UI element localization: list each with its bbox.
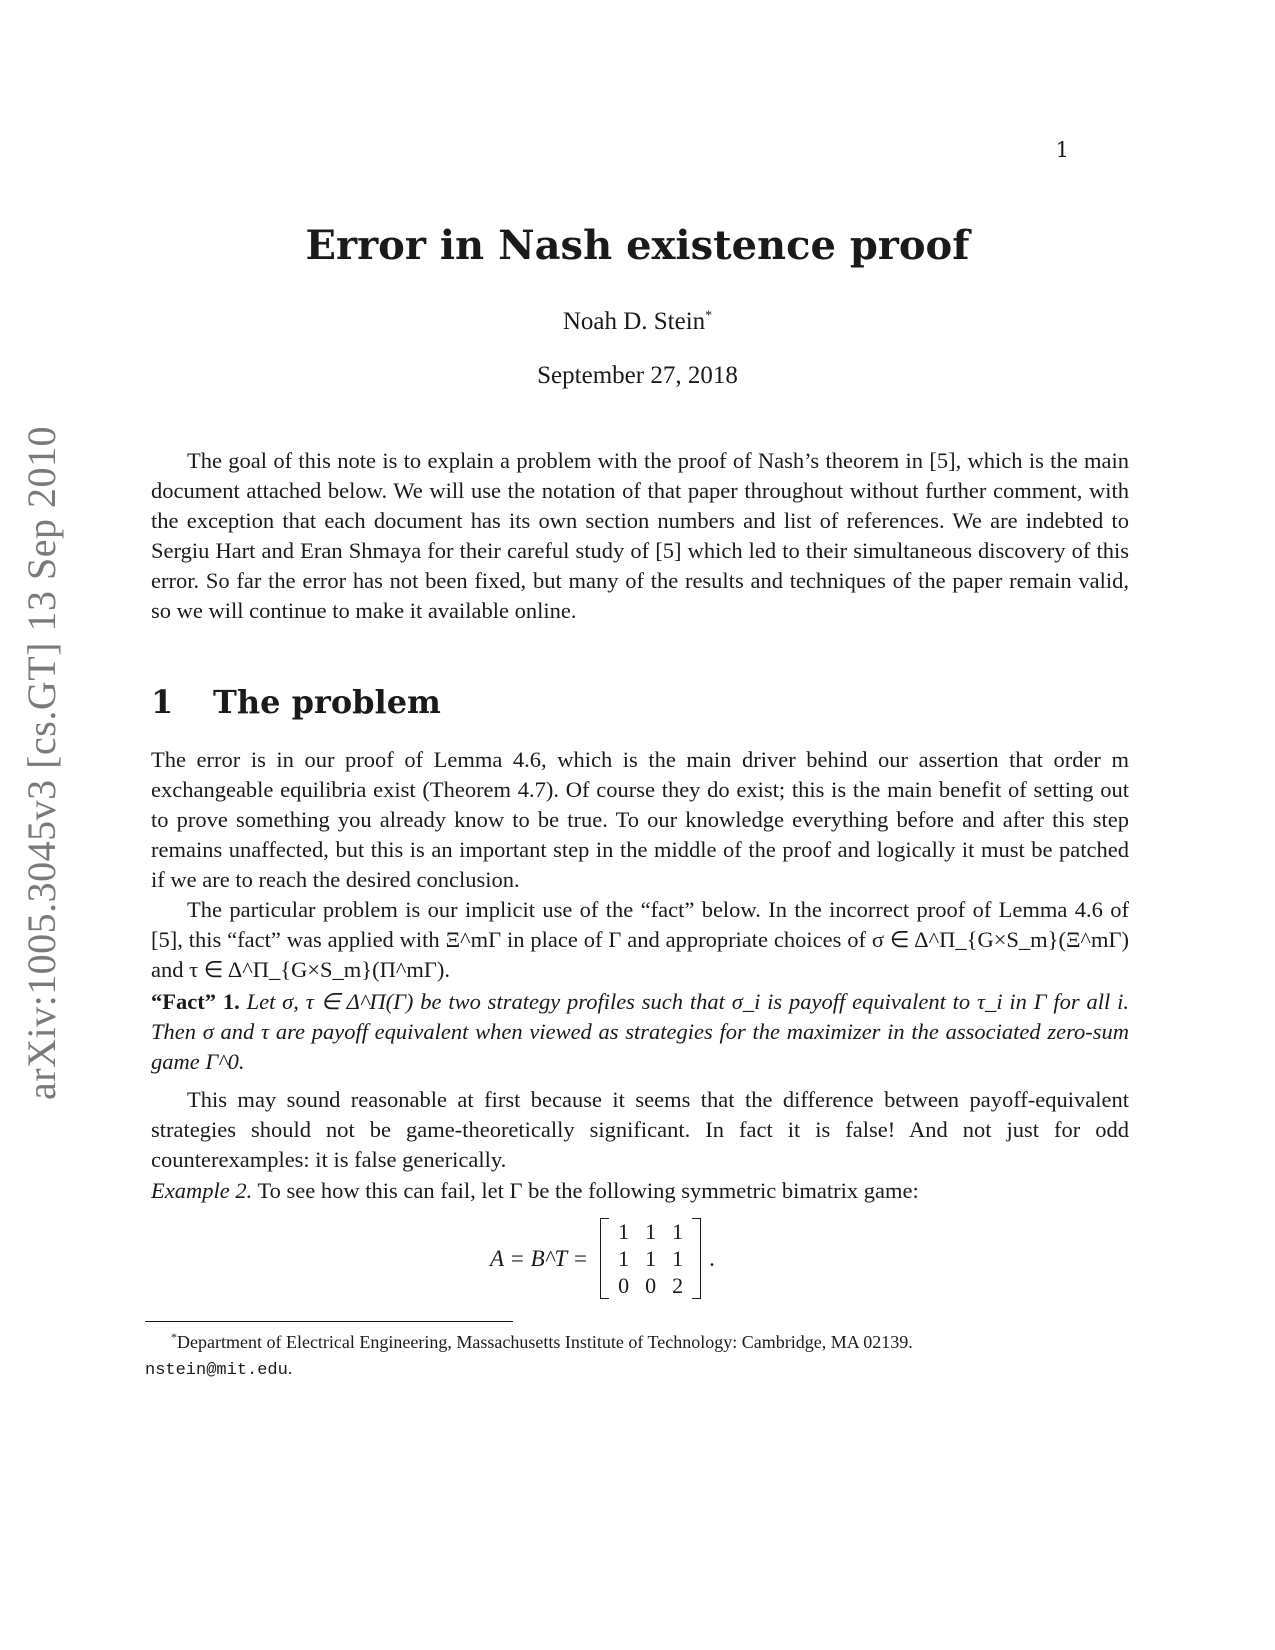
email-trailing-period: . — [287, 1358, 293, 1378]
paragraph-3: This may sound reasonable at first because it seems that the difference between payoff-equivalent strategies should not be game-theoretically significant. In fact it is false! And not just for odd counterexamples: it is false generically. — [151, 1087, 1129, 1172]
matrix-cell: 1 — [618, 1245, 630, 1271]
example-text: To see how this can fail, let Γ be the following symmetric bimatrix game: — [257, 1178, 919, 1203]
arxiv-side-stamp: arXiv:1005.3045v3 [cs.GT] 13 Sep 2010 — [19, 426, 64, 1100]
section-body — [151, 745, 1129, 985]
paper-date: September 27, 2018 — [537, 362, 738, 389]
abstract-paragraph: The goal of this note is to explain a problem with the proof of Nash’s theorem in [5], which is the main document attached below. We will use the notation of that paper throughout without further comment, with the exception that each document has its own section numbers and list of references. We are indebted to Sergiu Hart and Eran Shmaya for their careful study of [5] which led to their simultaneous discovery of this error. So far the error has not been fixed, but many of the results and techniques of the paper remain valid, so we will continue to make it available online. — [151, 448, 1129, 623]
author-email[interactable]: nstein@mit.edu — [145, 1361, 288, 1380]
matrix-cell: 1 — [672, 1245, 684, 1271]
matrix-table — [610, 1218, 691, 1299]
matrix-cell: 0 — [645, 1272, 657, 1298]
matrix-row — [610, 1245, 691, 1272]
fact-label: “Fact” 1. — [151, 989, 240, 1014]
matrix-equation — [490, 1218, 715, 1299]
author-line — [0, 308, 1275, 336]
matrix-row — [610, 1272, 691, 1299]
matrix-cell: 1 — [672, 1218, 684, 1244]
matrix-cell: 2 — [672, 1272, 684, 1298]
matrix-lhs: A = B^T = — [490, 1245, 589, 1271]
section-title: The problem — [213, 683, 441, 721]
paragraph-2: The particular problem is our implicit use of the “fact” below. In the incorrect proof of Lemma 4.6 of [5], this “fact” was applied with Ξ^mΓ in place of Γ and appropriate choices of σ ∈ Δ^Π_{G×S_m}(Ξ^mΓ) and τ ∈ Δ^Π_{G×S_m}(Π^mΓ). — [151, 897, 1129, 982]
footnote — [145, 1324, 1129, 1384]
paragraph-1: The error is in our proof of Lemma 4.6, which is the main driver behind our assertion that order m exchangeable equilibria exist (Theorem 4.7). Of course they do exist; this is the main benefit of setting out to prove something you already know to be true. To our knowledge everything before and after this step remains unaffected, but this is an important step in the middle of the proof and logically it must be patched if we are to reach the desired conclusion. — [151, 747, 1129, 892]
author-footnote-mark: * — [705, 308, 713, 324]
footnote-text: Department of Electrical Engineering, Massachusetts Institute of Technology: Cambridge, MA 02139. — [177, 1332, 913, 1352]
footnote-rule — [145, 1321, 513, 1322]
example-label: Example 2. — [151, 1178, 253, 1203]
payoff-matrix — [600, 1218, 701, 1299]
matrix-row — [610, 1218, 691, 1245]
matrix-cell: 1 — [618, 1218, 630, 1244]
footnote-mark: * — [171, 1330, 177, 1344]
section-heading — [151, 683, 441, 721]
abstract — [151, 446, 1129, 626]
fact-block — [151, 987, 1129, 1077]
matrix-cell: 0 — [618, 1272, 630, 1298]
paragraph-3-block — [151, 1085, 1129, 1175]
author-name: Noah D. Stein — [562, 308, 706, 335]
section-number: 1 — [151, 683, 174, 721]
matrix-trailing-period: . — [709, 1245, 715, 1271]
fact-body: Let σ, τ ∈ Δ^Π(Γ) be two strategy profiles such that σ_i is payoff equivalent to τ_i in Γ for all i. Then σ and τ are payoff equivalent when viewed as strategies for the maximizer in the associated zero-sum game Γ^0. — [151, 989, 1129, 1074]
page-number: 1 — [1055, 138, 1069, 162]
paper-title: Error in Nash existence proof — [305, 222, 970, 269]
matrix-cell: 1 — [645, 1245, 657, 1271]
example-block — [151, 1176, 1129, 1206]
matrix-cell: 1 — [645, 1218, 657, 1244]
